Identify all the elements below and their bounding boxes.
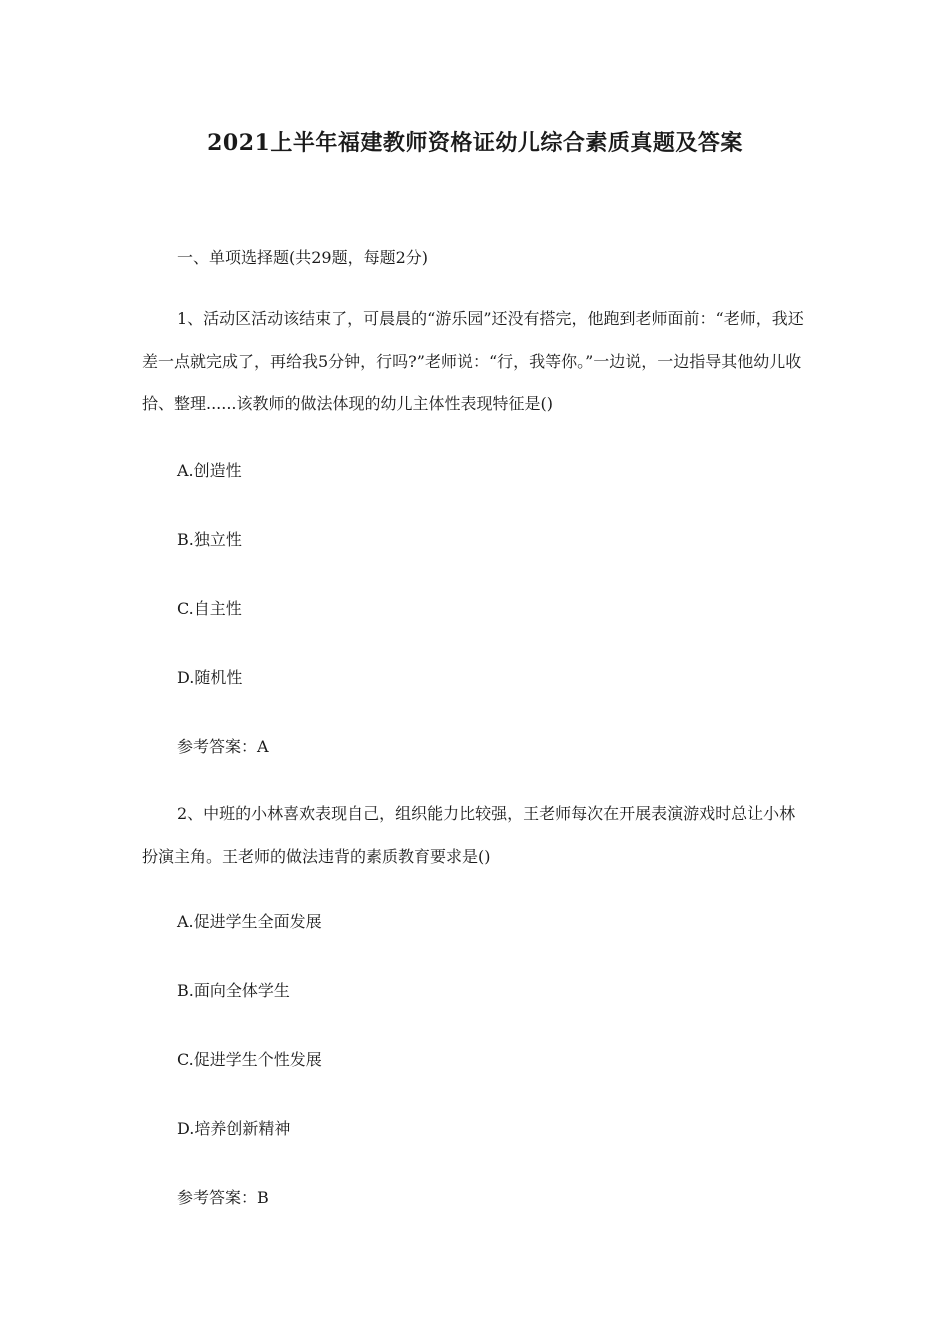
question-1-stem: 1、活动区活动该结束了，可晨晨的“游乐园”还没有搭完，他跑到老师面前：“老师，我还差一点就完成了，再给我5分钟，行吗?”老师说：“行，我等你。”一边说，一边指导其他幼儿收拾、整理......该教师的做法体现的幼儿主体性表现特征是() [142,309,804,413]
question-2-stem: 2、中班的小林喜欢表现自己，组织能力比较强，王老师每次在开展表演游戏时总让小林扮演主角。王老师的做法违背的素质教育要求是() [142,804,796,866]
question-1-option-a: A.创造性 [177,461,242,480]
question-1-option-c: C.自主性 [177,599,242,618]
document-title: 2021上半年福建教师资格证幼儿综合素质真题及答案 [207,130,743,156]
question-1-option-d: D.随机性 [177,668,243,687]
question-1-answer: 参考答案：A [177,737,269,756]
question-2-option-d: D.培养创新精神 [177,1119,291,1138]
question-2-option-b: B.面向全体学生 [177,981,290,1000]
question-2-answer: 参考答案：B [177,1188,269,1207]
question-2-option-c: C.促进学生个性发展 [177,1050,322,1069]
question-1-option-b: B.独立性 [177,530,242,549]
section-heading: 一、单项选择题(共29题，每题2分) [177,248,429,267]
question-2-option-a: A.促进学生全面发展 [177,912,322,931]
